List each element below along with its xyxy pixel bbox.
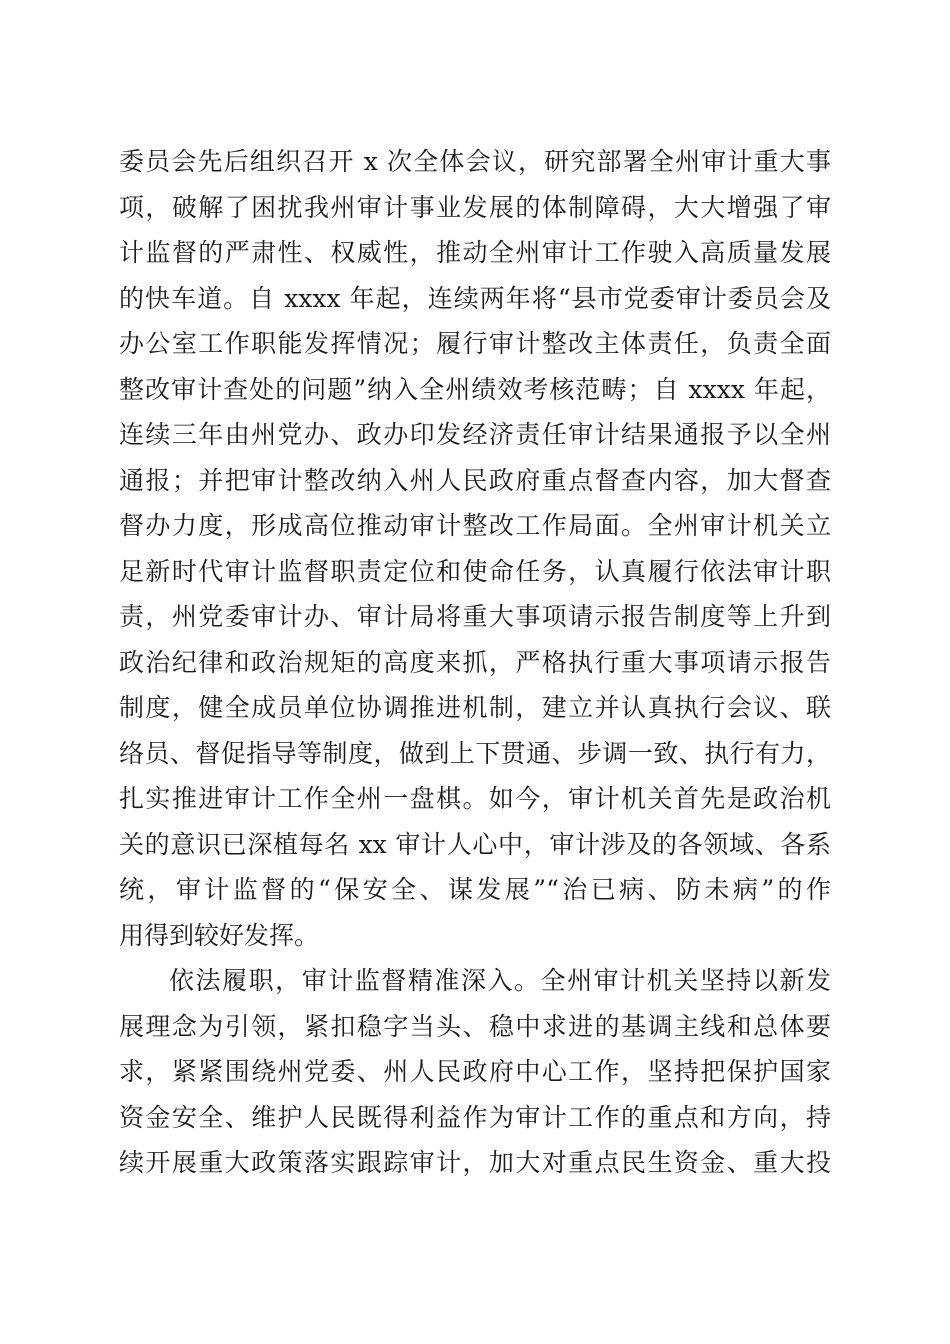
text-line: 督办力度，形成高位推动审计整改工作局面。全州审计机关立 (119, 511, 831, 540)
text-line: 责，州党委审计办、审计局将重大事项请示报告制度等上升到 (119, 602, 831, 631)
text-line: 展理念为引领，紧扣稳字当头、稳中求进的基调主线和总体要 (119, 1012, 831, 1041)
text-line: 用得到较好发挥。 (119, 921, 320, 950)
text-line: 续开展重大政策落实跟踪审计，加大对重点民生资金、重大投 (119, 1148, 831, 1177)
text-line: 资金安全、维护人民既得利益作为审计工作的重点和方向，持 (119, 1103, 831, 1132)
text-line: 足新时代审计监督职责定位和使命任务，认真履行依法审计职 (119, 557, 831, 586)
text-line: 整改审计查处的问题”纳入全州绩效考核范畴；自 xxxx 年起， (119, 375, 831, 404)
text-line: 委员会先后组织召开 x 次全体会议，研究部署全州审计重大事 (119, 147, 831, 176)
text-line: 的快车道。自 xxxx 年起，连续两年将“县市党委审计委员会及 (119, 284, 831, 313)
text-line: 制度，健全成员单位协调推进机制，建立并认真执行会议、联 (119, 693, 831, 722)
text-line: 络员、督促指导等制度，做到上下贯通、步调一致、执行有力， (119, 739, 831, 768)
text-line: 扎实推进审计工作全州一盘棋。如今，审计机关首先是政治机 (119, 784, 831, 813)
text-line: 政治纪律和政治规矩的高度来抓，严格执行重大事项请示报告 (119, 648, 831, 677)
text-line: 办公室工作职能发挥情况；履行审计整改主体责任，负责全面 (119, 329, 831, 358)
text-line: 连续三年由州党办、政办印发经济责任审计结果通报予以全州 (119, 420, 831, 449)
text-line: 计监督的严肃性、权威性，推动全州审计工作驶入高质量发展 (119, 238, 831, 267)
text-line: 通报；并把审计整改纳入州人民政府重点督查内容，加大督查 (119, 466, 831, 495)
text-line: 统，审计监督的“保安全、谋发展”“治已病、防未病”的作 (119, 875, 831, 904)
text-line: 项，破解了困扰我州审计事业发展的体制障碍，大大增强了审 (119, 193, 831, 222)
text-line: 求，紧紧围绕州党委、州人民政府中心工作，坚持把保护国家 (119, 1057, 831, 1086)
paragraph-first-line: 依法履职，审计监督精准深入。全州审计机关坚持以新发 (169, 966, 831, 995)
text-line: 关的意识已深植每名 xx 审计人心中，审计涉及的各领域、各系 (119, 830, 831, 859)
